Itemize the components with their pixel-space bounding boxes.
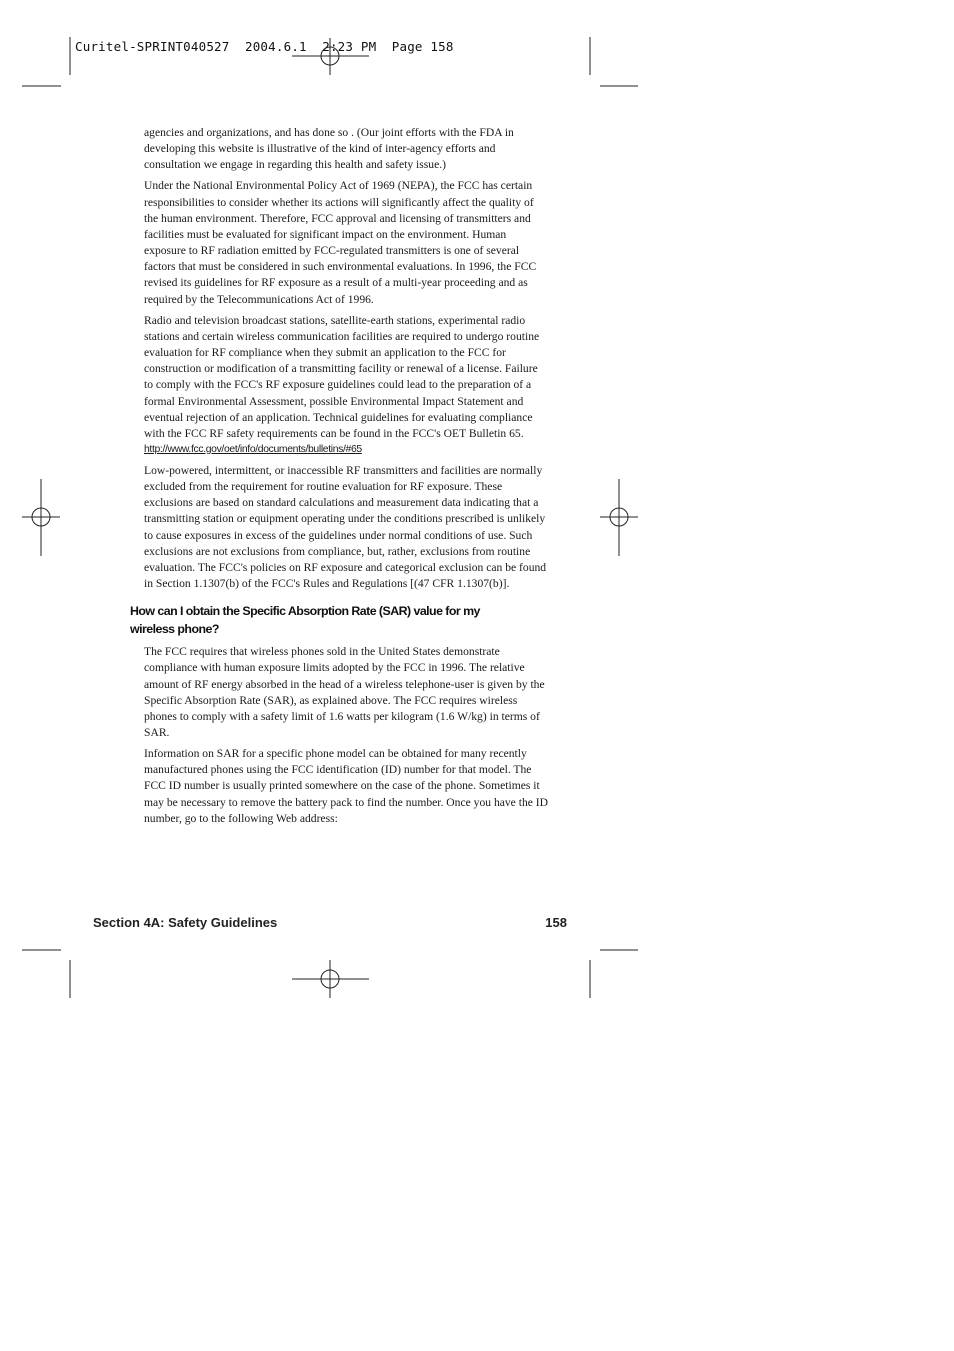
- paragraph-broadcast-stations: Radio and television broadcast stations, satellite-earth stations, experimental radio stations and certain wireless communication facilities are required to undergo routine evaluation for RF compliance when they submit an application to the FCC for construction or modification of a transmitting facility or renewal of a license. Failure to comply with the FCC's RF exposure guidelines could lead to the preparation of a formal Environmental Assessment, possible Environmental Impact Statement and eventual rejection of an application. Technical guidelines for evaluating compliance with the FCC RF safety requirements can be found in the FCC's OET Bulletin 65.: [144, 313, 540, 440]
- footer-section-title: Section 4A: Safety Guidelines: [93, 915, 278, 930]
- registration-mark-left: [22, 479, 60, 556]
- paragraph-nepa: Under the National Environmental Policy Act of 1969 (NEPA), the FCC has certain responsibilities to consider whether its actions will significantly affect the quality of the human environment. Therefore, FCC approval and licensing of transmitters and facilities must be evaluated for significant impact on the environment. Human exposure to RF radiation emitted by FCC-regulated transmitters is one of several factors that must be considered in such environmental evaluations. In 1996, the FCC revised its guidelines for RF exposure as a result of a multi-year proceeding and as required by the Telecommunications Act of 1996.: [144, 179, 537, 306]
- sar-question-heading: How can I obtain the Specific Absorption Rate (SAR) value for my wireless phone?: [130, 604, 480, 637]
- paragraph-agencies: agencies and organizations, and has done so . (Our joint efforts with the FDA in developing this website is illustrative of the kind of inter-agency efforts and consultation we engage in regarding this health and safety issue.): [144, 126, 514, 172]
- registration-mark-right: [600, 479, 638, 556]
- footer-page-number: 158: [545, 915, 567, 930]
- print-slug: Curitel-SPRINT040527 2004.6.1 2:23 PM Page 158: [75, 39, 454, 54]
- oet-bulletin-link[interactable]: http://www.fcc.gov/oet/info/documents/bulletins/#65: [144, 443, 362, 455]
- paragraph-sar-information: Information on SAR for a specific phone model can be obtained for many recently manufactured phones using the FCC identification (ID) number for that model. The FCC ID number is usually printed somewhere on the case of the phone. Sometimes it may be necessary to remove the battery pack to find the number. Once you have the ID number, go to the following Web address:: [144, 747, 549, 825]
- paragraph-fcc-requirements: The FCC requires that wireless phones sold in the United States demonstrate compliance with human exposure limits adopted by the FCC in 1996. The relative amount of RF energy absorbed in the head of a wireless telephone-user is given by the Specific Absorption Rate (SAR), as explained above. The FCC requires wireless phones to comply with a safety limit of 1.6 watts per kilogram (1.6 W/kg) in terms of SAR.: [144, 645, 545, 739]
- paragraph-low-powered: Low-powered, intermittent, or inaccessible RF transmitters and facilities are normally excluded from the requirement for routine evaluation for RF exposure. These exclusions are based on standard calculations and measurement data indicating that a transmitting station or equipment operating under the conditions prescribed is unlikely to cause exposures in excess of the guidelines under normal conditions of use. Such exclusions are not exclusions from compliance, but, rather, exclusions from routine evaluation. The FCC's policies on RF exposure and categorical exclusion can be found in Section 1.1307(b) of the FCC's Rules and Regulations [(47 CFR 1.1307(b)].: [144, 463, 547, 591]
- page-body: [130, 125, 549, 832]
- page-footer: [93, 915, 567, 930]
- registration-mark-bottom: [292, 960, 369, 998]
